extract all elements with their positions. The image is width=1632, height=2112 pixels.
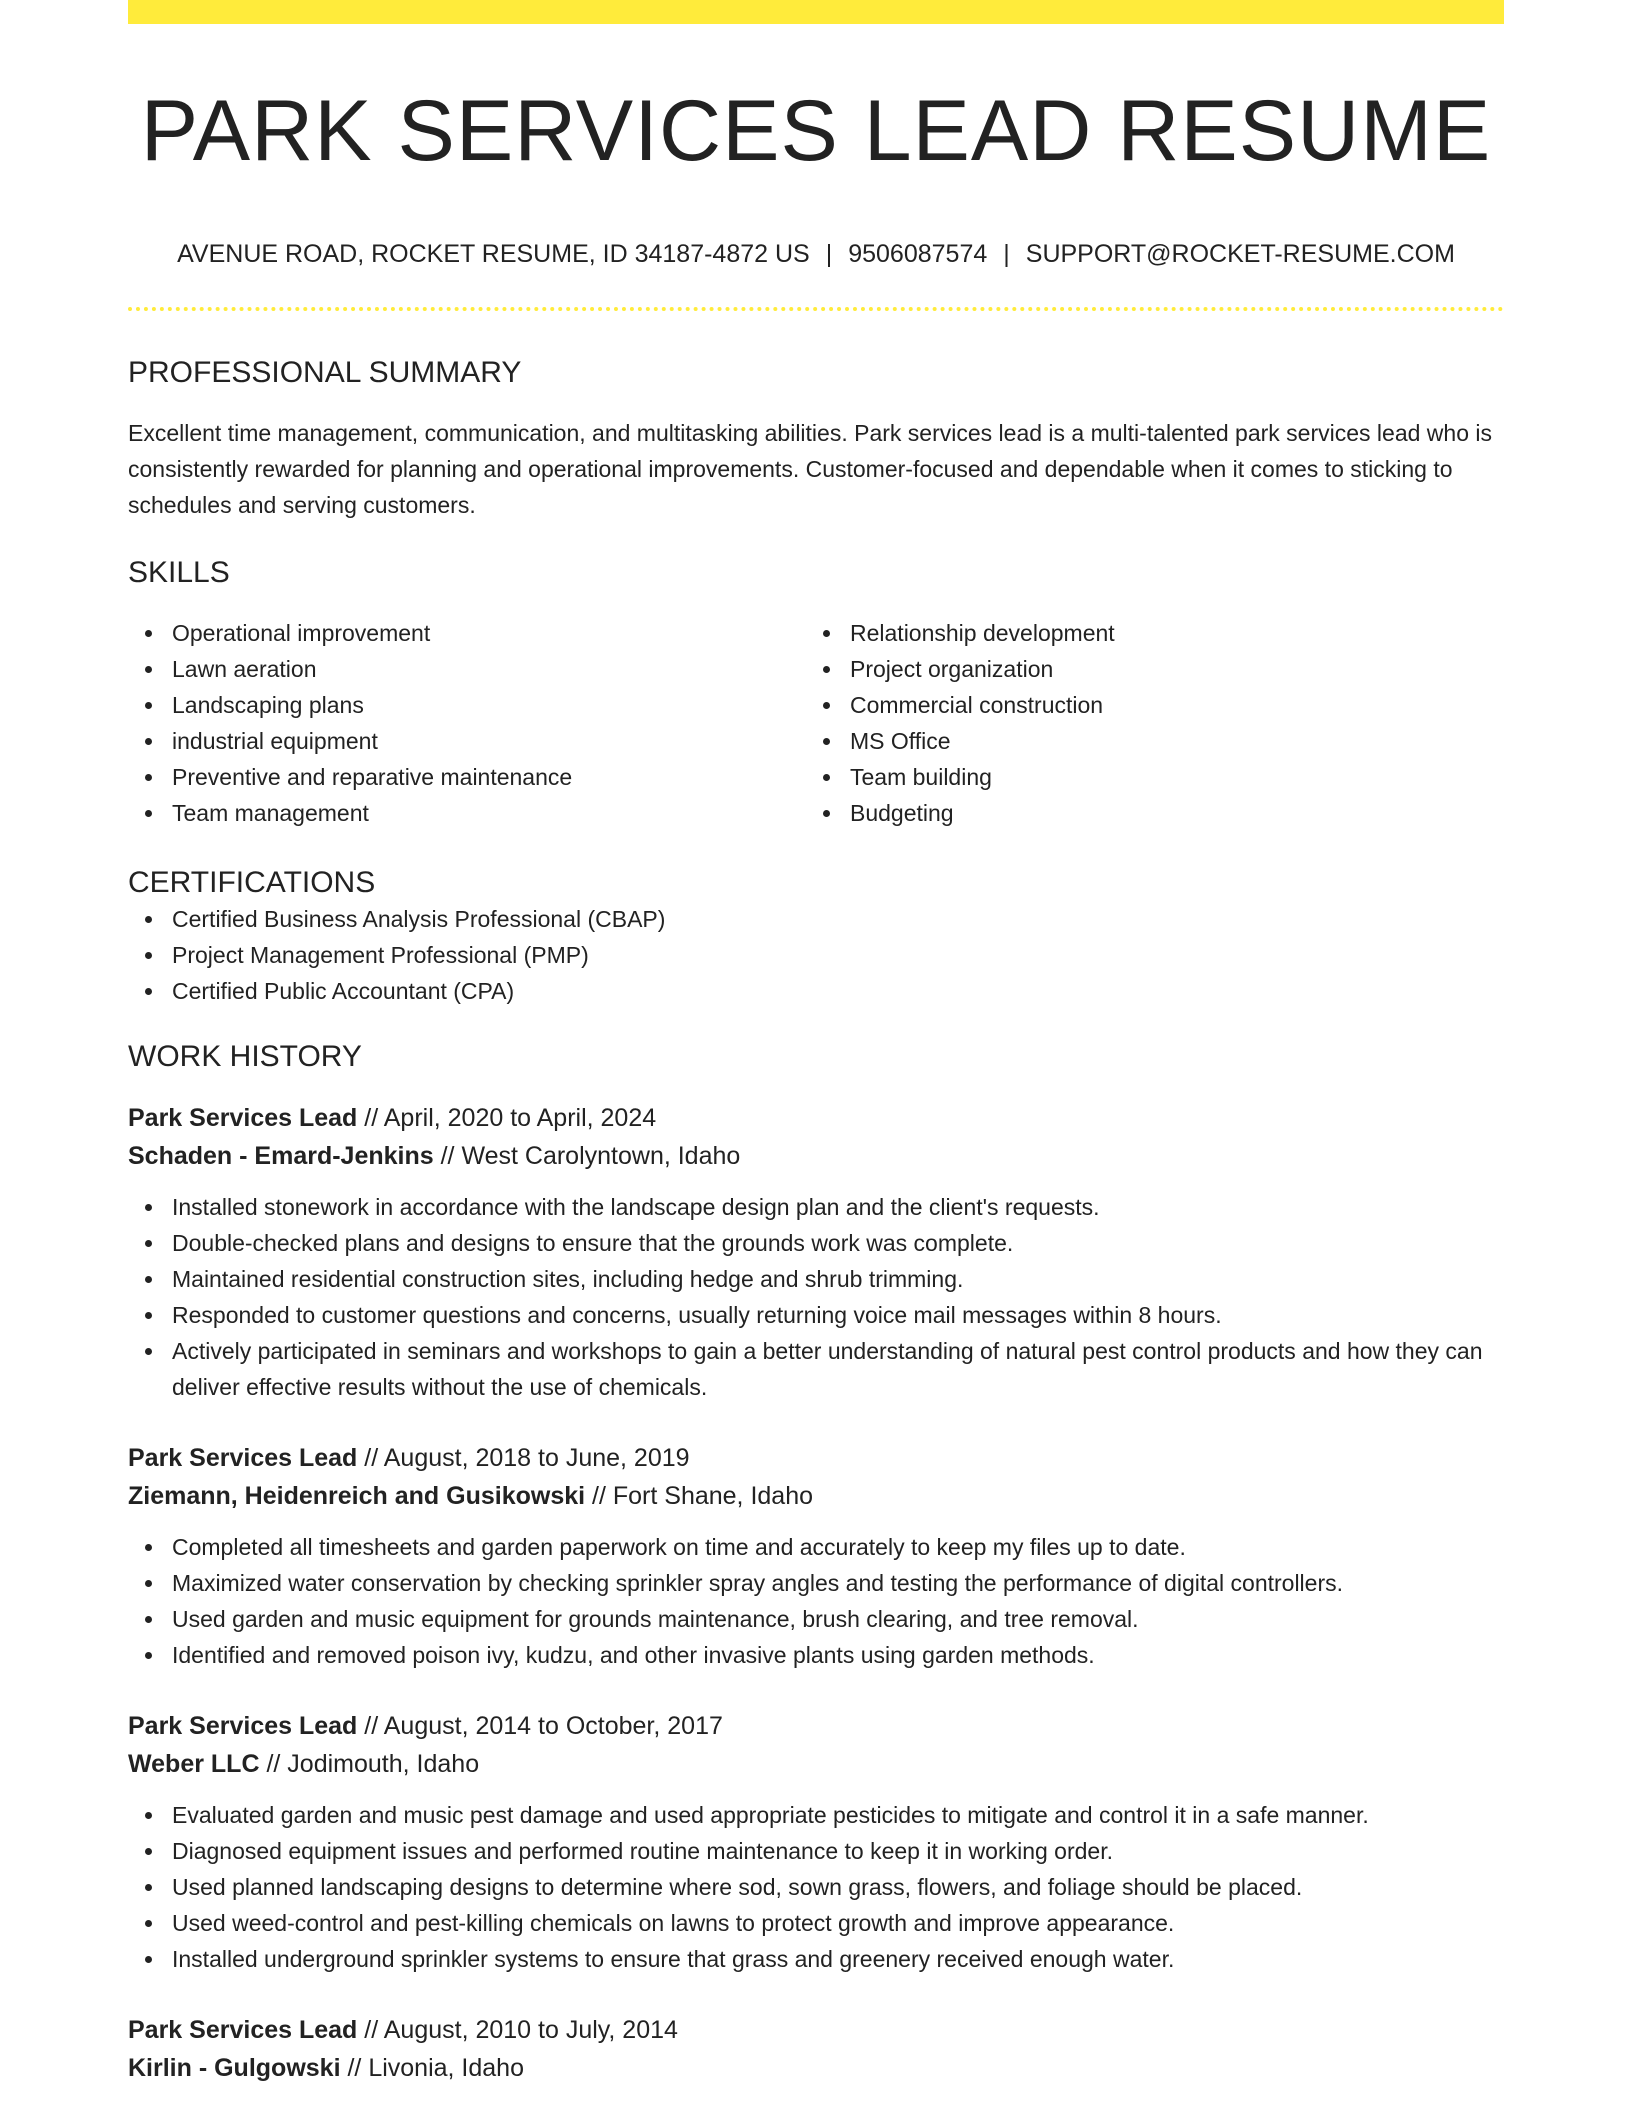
job-separator: // (585, 1481, 613, 1510)
job-title-line (128, 1439, 1504, 1477)
contact-phone: 9506087574 (848, 239, 988, 268)
skill-item: Relationship development (806, 615, 1484, 651)
certifications-list (128, 901, 1504, 1009)
skill-item: Preventive and reparative maintenance (128, 759, 806, 795)
certification-item: Certified Public Accountant (CPA) (128, 973, 1504, 1009)
job-entry (128, 1439, 1504, 1673)
resume-title: PARK SERVICES LEAD RESUME (140, 83, 1492, 179)
job-dates: August, 2010 to July, 2014 (383, 2015, 678, 2044)
job-duty: Used weed-control and pest-killing chemicals on lawns to protect growth and improve appearance. (128, 1905, 1504, 1941)
skill-item: Project organization (806, 651, 1484, 687)
skills-list-left (128, 615, 806, 831)
job-title-line (128, 2011, 1504, 2049)
job-separator: // (357, 1103, 384, 1132)
summary-text: Excellent time management, communication, and multitasking abilities. Park services lead is a multi-talented park services lead who is consistently rewarded for planning and operational improvements. Customer-focused and dependable when it comes to sticking to schedules and serving customers. (128, 419, 1492, 518)
job-separator: // (357, 2015, 384, 2044)
job-location: Jodimouth, Idaho (287, 1749, 480, 1778)
job-dates: April, 2020 to April, 2024 (383, 1103, 657, 1132)
skill-item: Budgeting (806, 795, 1484, 831)
job-role: Park Services Lead (128, 2015, 358, 2044)
skills-column-left (128, 615, 806, 831)
job-company: Ziemann, Heidenreich and Gusikowski (128, 1481, 586, 1510)
job-duties-list (128, 1797, 1504, 1977)
job-company: Kirlin - Gulgowski (128, 2053, 341, 2082)
job-duty: Responded to customer questions and concerns, usually returning voice mail messages within 8 hours. (128, 1297, 1504, 1333)
skill-item: Team management (128, 795, 806, 831)
job-title-line (128, 1707, 1504, 1745)
job-duty: Maximized water conservation by checking sprinkler spray angles and testing the performance of digital controllers. (128, 1565, 1504, 1601)
resume-page (128, 0, 1504, 2087)
skills-list-right (806, 615, 1484, 831)
job-duty: Installed stonework in accordance with the landscape design plan and the client's requests. (128, 1189, 1504, 1225)
job-duty: Used planned landscaping designs to determine where sod, sown grass, flowers, and foliage should be placed. (128, 1869, 1504, 1905)
contact-separator: | (825, 239, 833, 268)
job-company-line (128, 2049, 1504, 2087)
contact-email: SUPPORT@ROCKET-RESUME.COM (1025, 239, 1455, 268)
contact-line (128, 239, 1504, 269)
job-entry (128, 1707, 1504, 1977)
job-separator: // (357, 1711, 384, 1740)
job-duty: Identified and removed poison ivy, kudzu, and other invasive plants using garden methods. (128, 1637, 1504, 1673)
skill-item: Team building (806, 759, 1484, 795)
job-duty: Actively participated in seminars and workshops to gain a better understanding of natural pest control products and how they can deliver effective results without the use of chemicals. (128, 1333, 1504, 1405)
job-duty: Installed underground sprinkler systems to ensure that grass and greenery received enough water. (128, 1941, 1504, 1977)
job-duty: Completed all timesheets and garden paperwork on time and accurately to keep my files up to date. (128, 1529, 1504, 1565)
dotted-divider (128, 307, 1504, 311)
contact-separator: | (1003, 239, 1010, 268)
top-accent-bar (128, 0, 1504, 24)
certifications-heading: CERTIFICATIONS (128, 865, 376, 899)
job-role: Park Services Lead (128, 1443, 358, 1472)
job-dates: August, 2018 to June, 2019 (383, 1443, 690, 1472)
job-role: Park Services Lead (128, 1711, 358, 1740)
summary-heading: PROFESSIONAL SUMMARY (128, 355, 522, 389)
job-duty: Maintained residential construction sites, including hedge and shrub trimming. (128, 1261, 1504, 1297)
certification-item: Project Management Professional (PMP) (128, 937, 1504, 973)
job-duties-list (128, 1189, 1504, 1405)
job-dates: August, 2014 to October, 2017 (383, 1711, 723, 1740)
skill-item: Landscaping plans (128, 687, 806, 723)
job-duty: Diagnosed equipment issues and performed routine maintenance to keep it in working order. (128, 1833, 1504, 1869)
job-company-line (128, 1137, 1504, 1175)
job-location: Livonia, Idaho (368, 2053, 524, 2082)
skill-item: industrial equipment (128, 723, 806, 759)
job-title-line (128, 1099, 1504, 1137)
contact-address: AVENUE ROAD, ROCKET RESUME, ID 34187-4872 US (177, 239, 810, 268)
job-location: West Carolyntown, Idaho (461, 1141, 741, 1170)
job-role: Park Services Lead (128, 1103, 358, 1132)
job-duties-list (128, 1529, 1504, 1673)
work-history-heading: WORK HISTORY (128, 1039, 362, 1073)
job-entry (128, 2011, 1504, 2087)
job-duty: Evaluated garden and music pest damage and used appropriate pesticides to mitigate and control it in a safe manner. (128, 1797, 1504, 1833)
job-duty: Double-checked plans and designs to ensure that the grounds work was complete. (128, 1225, 1504, 1261)
job-company-line (128, 1477, 1504, 1515)
job-duty: Used garden and music equipment for grounds maintenance, brush clearing, and tree removal. (128, 1601, 1504, 1637)
job-separator: // (340, 2053, 369, 2082)
job-entry (128, 1099, 1504, 1405)
job-company: Schaden - Emard-Jenkins (128, 1141, 434, 1170)
skills-grid (128, 615, 1504, 831)
certification-item: Certified Business Analysis Professional (CBAP) (128, 901, 1504, 937)
skill-item: Commercial construction (806, 687, 1484, 723)
skill-item: Operational improvement (128, 615, 806, 651)
job-company: Weber LLC (128, 1749, 260, 1778)
skills-column-right (806, 615, 1484, 831)
job-separator: // (433, 1141, 462, 1170)
skills-heading: SKILLS (128, 555, 230, 589)
skill-item: MS Office (806, 723, 1484, 759)
job-separator: // (357, 1443, 384, 1472)
job-separator: // (259, 1749, 288, 1778)
job-location: Fort Shane, Idaho (612, 1481, 814, 1510)
skill-item: Lawn aeration (128, 651, 806, 687)
job-company-line (128, 1745, 1504, 1783)
